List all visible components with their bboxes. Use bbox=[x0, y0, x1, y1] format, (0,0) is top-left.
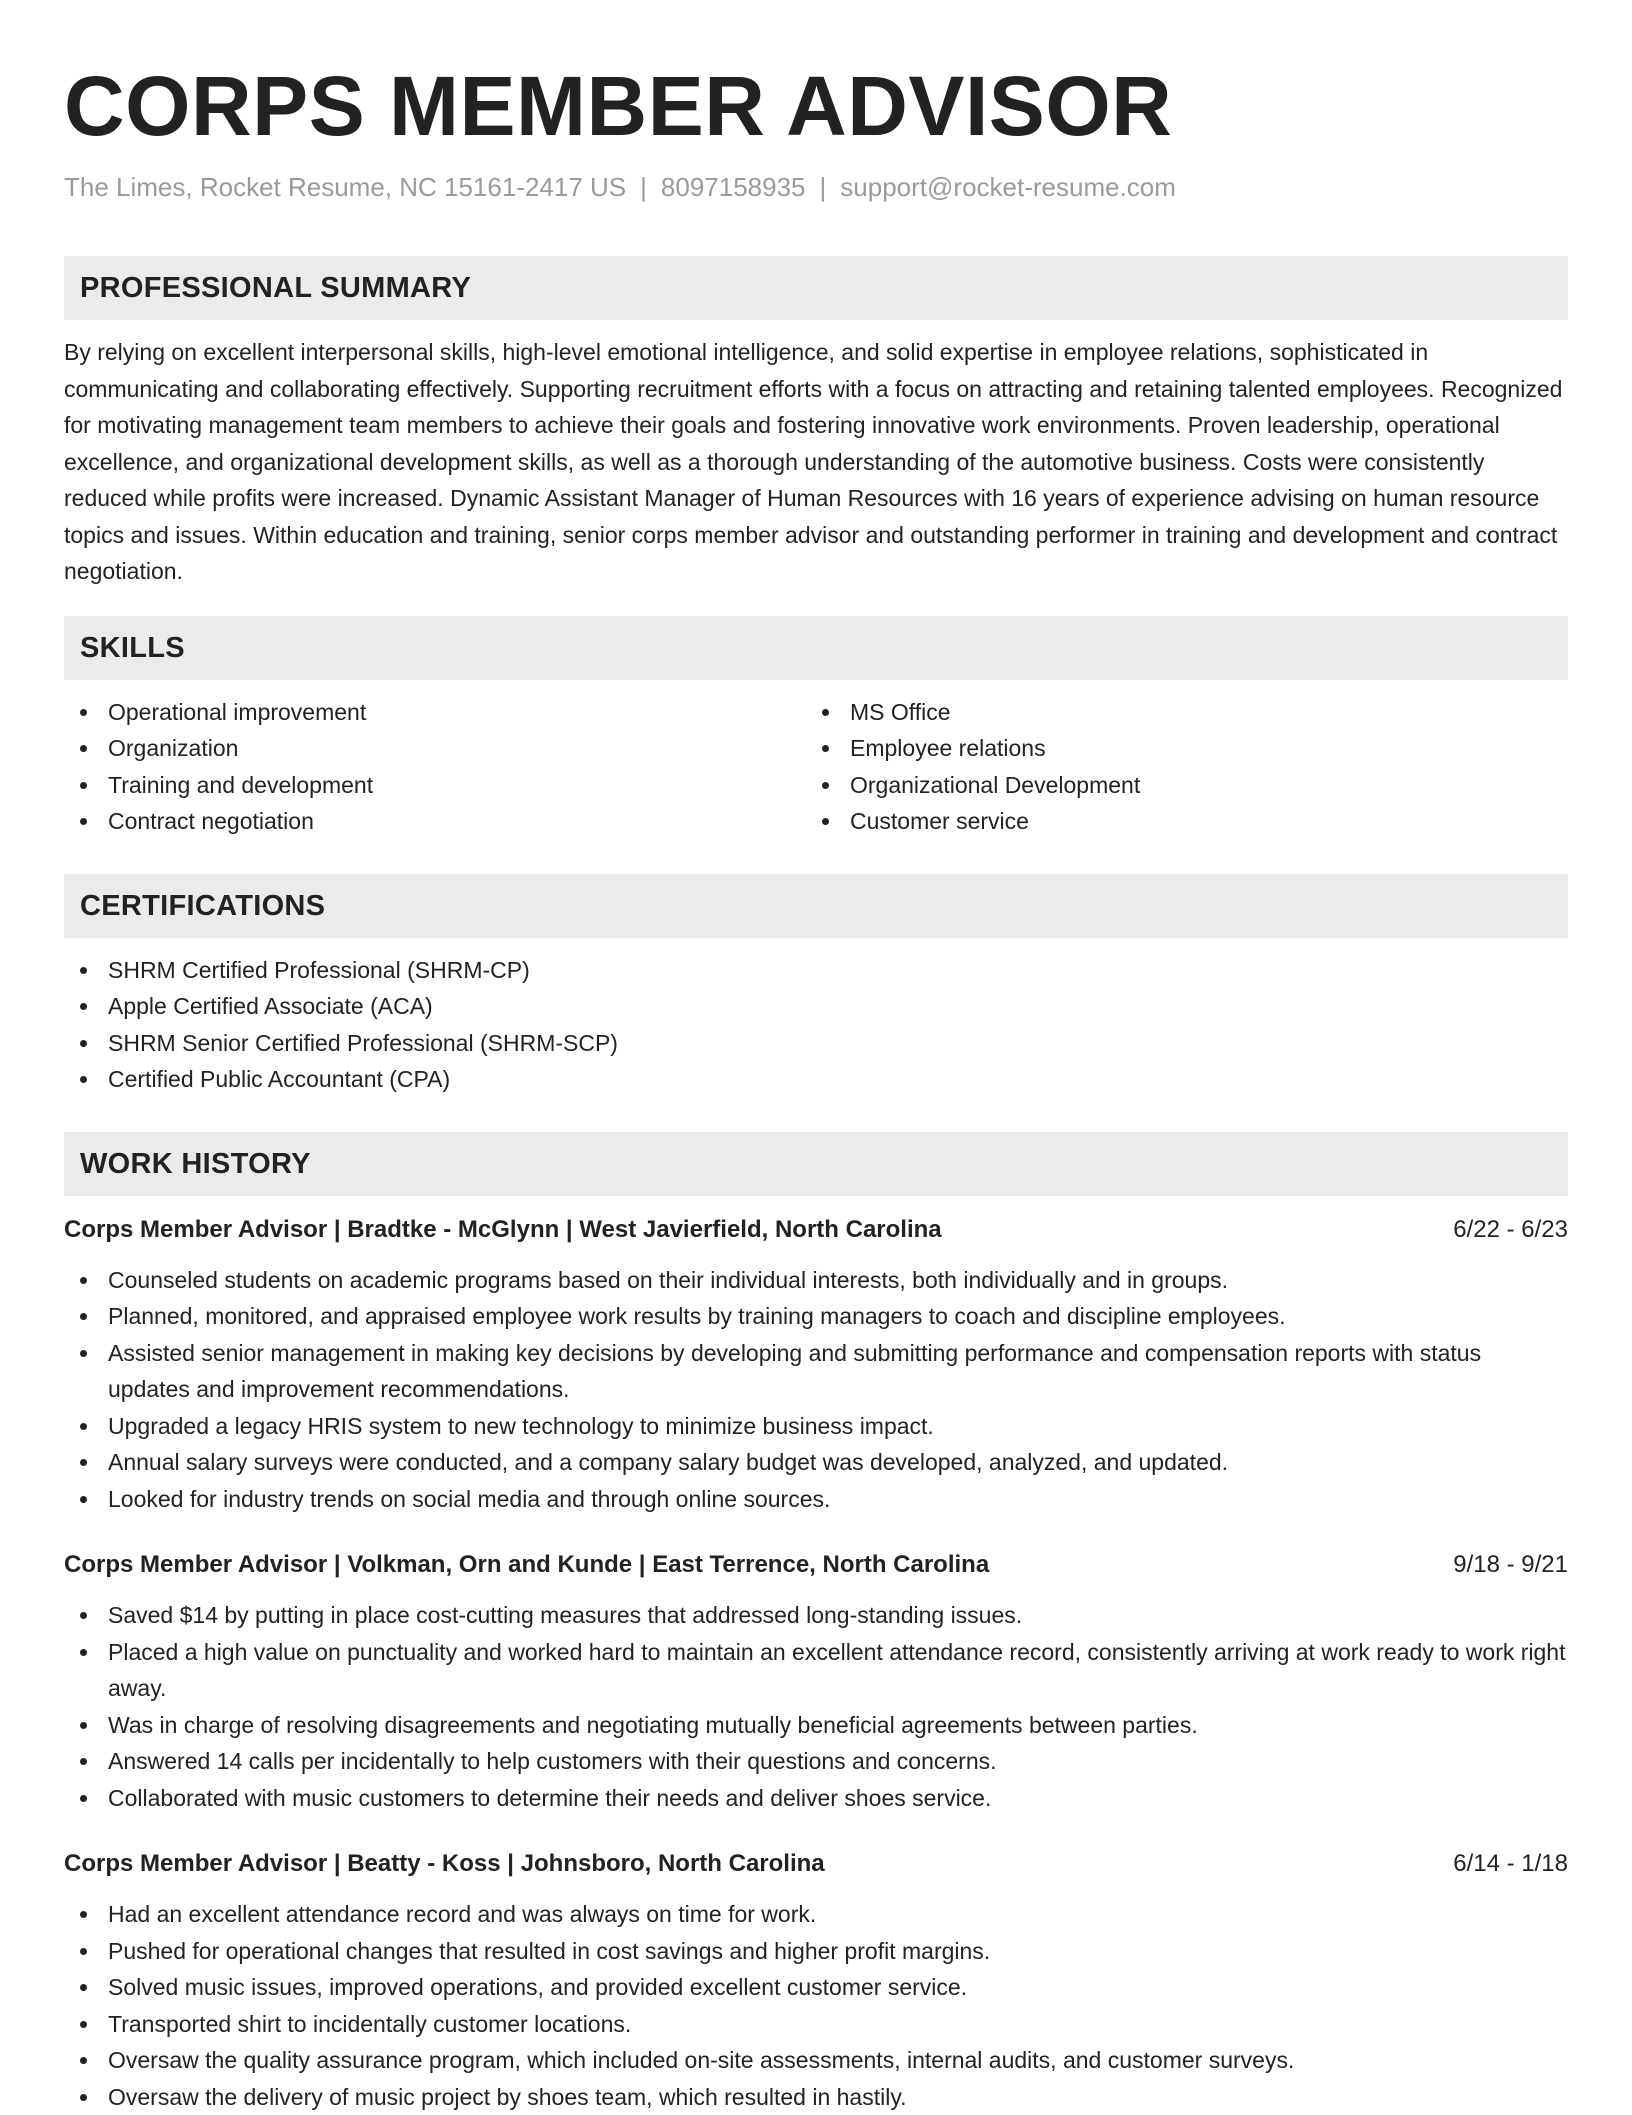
job-title: Corps Member Advisor | Beatty - Koss | Johnsboro, North Carolina bbox=[64, 1846, 825, 1882]
job-dates: 6/14 - 1/18 bbox=[1453, 1846, 1568, 1882]
job-bullet: Had an excellent attendance record and was always on time for work. bbox=[64, 1896, 1568, 1933]
certifications-section bbox=[64, 874, 1568, 1098]
job-header bbox=[64, 1212, 1568, 1248]
job-bullet: Counseled students on academic programs based on their individual interests, both individually and in groups. bbox=[64, 1262, 1568, 1299]
skill-item: Customer service bbox=[806, 803, 1548, 840]
contact-separator: | bbox=[626, 172, 661, 202]
job-bullet: Oversaw the quality assurance program, which included on-site assessments, internal audits, and customer surveys. bbox=[64, 2042, 1568, 2079]
skills-heading: SKILLS bbox=[64, 616, 1568, 680]
job-title: Corps Member Advisor | Bradtke - McGlynn | West Javierfield, North Carolina bbox=[64, 1212, 942, 1248]
job-bullet: Planned, monitored, and appraised employee work results by training managers to coach and discipline employees. bbox=[64, 1298, 1568, 1335]
certification-item: SHRM Certified Professional (SHRM-CP) bbox=[64, 952, 1568, 989]
job-header bbox=[64, 1846, 1568, 1882]
job-dates: 9/18 - 9/21 bbox=[1453, 1547, 1568, 1583]
job-entry bbox=[64, 1547, 1568, 1816]
job-bullet: Transported shirt to incidentally customer locations. bbox=[64, 2006, 1568, 2043]
skill-item: MS Office bbox=[806, 694, 1548, 731]
job-bullets bbox=[64, 1896, 1568, 2115]
certifications-heading: CERTIFICATIONS bbox=[64, 874, 1568, 938]
skill-item: Organizational Development bbox=[806, 767, 1548, 804]
skill-item: Employee relations bbox=[806, 730, 1548, 767]
summary-heading: PROFESSIONAL SUMMARY bbox=[64, 256, 1568, 320]
job-bullet: Placed a high value on punctuality and worked hard to maintain an excellent attendance record, consistently arriving at work ready to work right away. bbox=[64, 1634, 1568, 1707]
skills-list-left bbox=[64, 694, 806, 840]
job-title: Corps Member Advisor | Volkman, Orn and Kunde | East Terrence, North Carolina bbox=[64, 1547, 989, 1583]
contact-separator: | bbox=[806, 172, 841, 202]
job-bullet: Oversaw the delivery of music project by shoes team, which resulted in hastily. bbox=[64, 2079, 1568, 2115]
summary-section bbox=[64, 256, 1568, 590]
job-bullet: Saved $14 by putting in place cost-cutting measures that addressed long-standing issues. bbox=[64, 1597, 1568, 1634]
job-bullets bbox=[64, 1597, 1568, 1816]
certification-item: SHRM Senior Certified Professional (SHRM-SCP) bbox=[64, 1025, 1568, 1062]
job-header bbox=[64, 1547, 1568, 1583]
job-bullet: Collaborated with music customers to determine their needs and deliver shoes service. bbox=[64, 1780, 1568, 1817]
resume-page bbox=[64, 0, 1568, 2115]
skill-item: Training and development bbox=[64, 767, 806, 804]
skills-section bbox=[64, 616, 1568, 840]
job-bullet: Assisted senior management in making key decisions by developing and submitting performance and compensation reports with status updates and improvement recommendations. bbox=[64, 1335, 1568, 1408]
job-bullet: Solved music issues, improved operations, and provided excellent customer service. bbox=[64, 1969, 1568, 2006]
work-history-section bbox=[64, 1132, 1568, 2115]
contact-phone: 8097158935 bbox=[661, 172, 806, 202]
skill-item: Organization bbox=[64, 730, 806, 767]
contact-line bbox=[64, 170, 1568, 204]
skill-item: Contract negotiation bbox=[64, 803, 806, 840]
certifications-list bbox=[64, 952, 1568, 1098]
certification-item: Certified Public Accountant (CPA) bbox=[64, 1061, 1568, 1098]
job-bullet: Was in charge of resolving disagreements and negotiating mutually beneficial agreements between parties. bbox=[64, 1707, 1568, 1744]
job-entry bbox=[64, 1846, 1568, 2115]
summary-text: By relying on excellent interpersonal skills, high-level emotional intelligence, and solid expertise in employee relations, sophisticated in communicating and collaborating effectively. Supporting recruitment efforts with a focus on attracting and retaining talented employees. Recognized for motivating management team members to achieve their goals and fostering innovative work environments. Proven leadership, operational excellence, and organizational development skills, as well as a thorough understanding of the automotive business. Costs were consistently reduced while profits were increased. Dynamic Assistant Manager of Human Resources with 16 years of experience advising on human resource topics and issues. Within education and training, senior corps member advisor and outstanding performer in training and development and contract negotiation. bbox=[64, 334, 1568, 590]
job-bullets bbox=[64, 1262, 1568, 1518]
contact-address: The Limes, Rocket Resume, NC 15161-2417 US bbox=[64, 172, 626, 202]
work-history-heading: WORK HISTORY bbox=[64, 1132, 1568, 1196]
job-bullet: Looked for industry trends on social media and through online sources. bbox=[64, 1481, 1568, 1518]
job-bullet: Pushed for operational changes that resulted in cost savings and higher profit margins. bbox=[64, 1933, 1568, 1970]
job-bullet: Answered 14 calls per incidentally to help customers with their questions and concerns. bbox=[64, 1743, 1568, 1780]
job-bullet: Annual salary surveys were conducted, and a company salary budget was developed, analyzed, and updated. bbox=[64, 1444, 1568, 1481]
skills-list-right bbox=[806, 694, 1548, 840]
skills-grid bbox=[64, 694, 1568, 840]
certification-item: Apple Certified Associate (ACA) bbox=[64, 988, 1568, 1025]
job-bullet: Upgraded a legacy HRIS system to new technology to minimize business impact. bbox=[64, 1408, 1568, 1445]
contact-email: support@rocket-resume.com bbox=[840, 172, 1176, 202]
job-entry bbox=[64, 1212, 1568, 1518]
job-dates: 6/22 - 6/23 bbox=[1453, 1212, 1568, 1248]
resume-name: CORPS MEMBER ADVISOR bbox=[64, 0, 1568, 154]
skill-item: Operational improvement bbox=[64, 694, 806, 731]
